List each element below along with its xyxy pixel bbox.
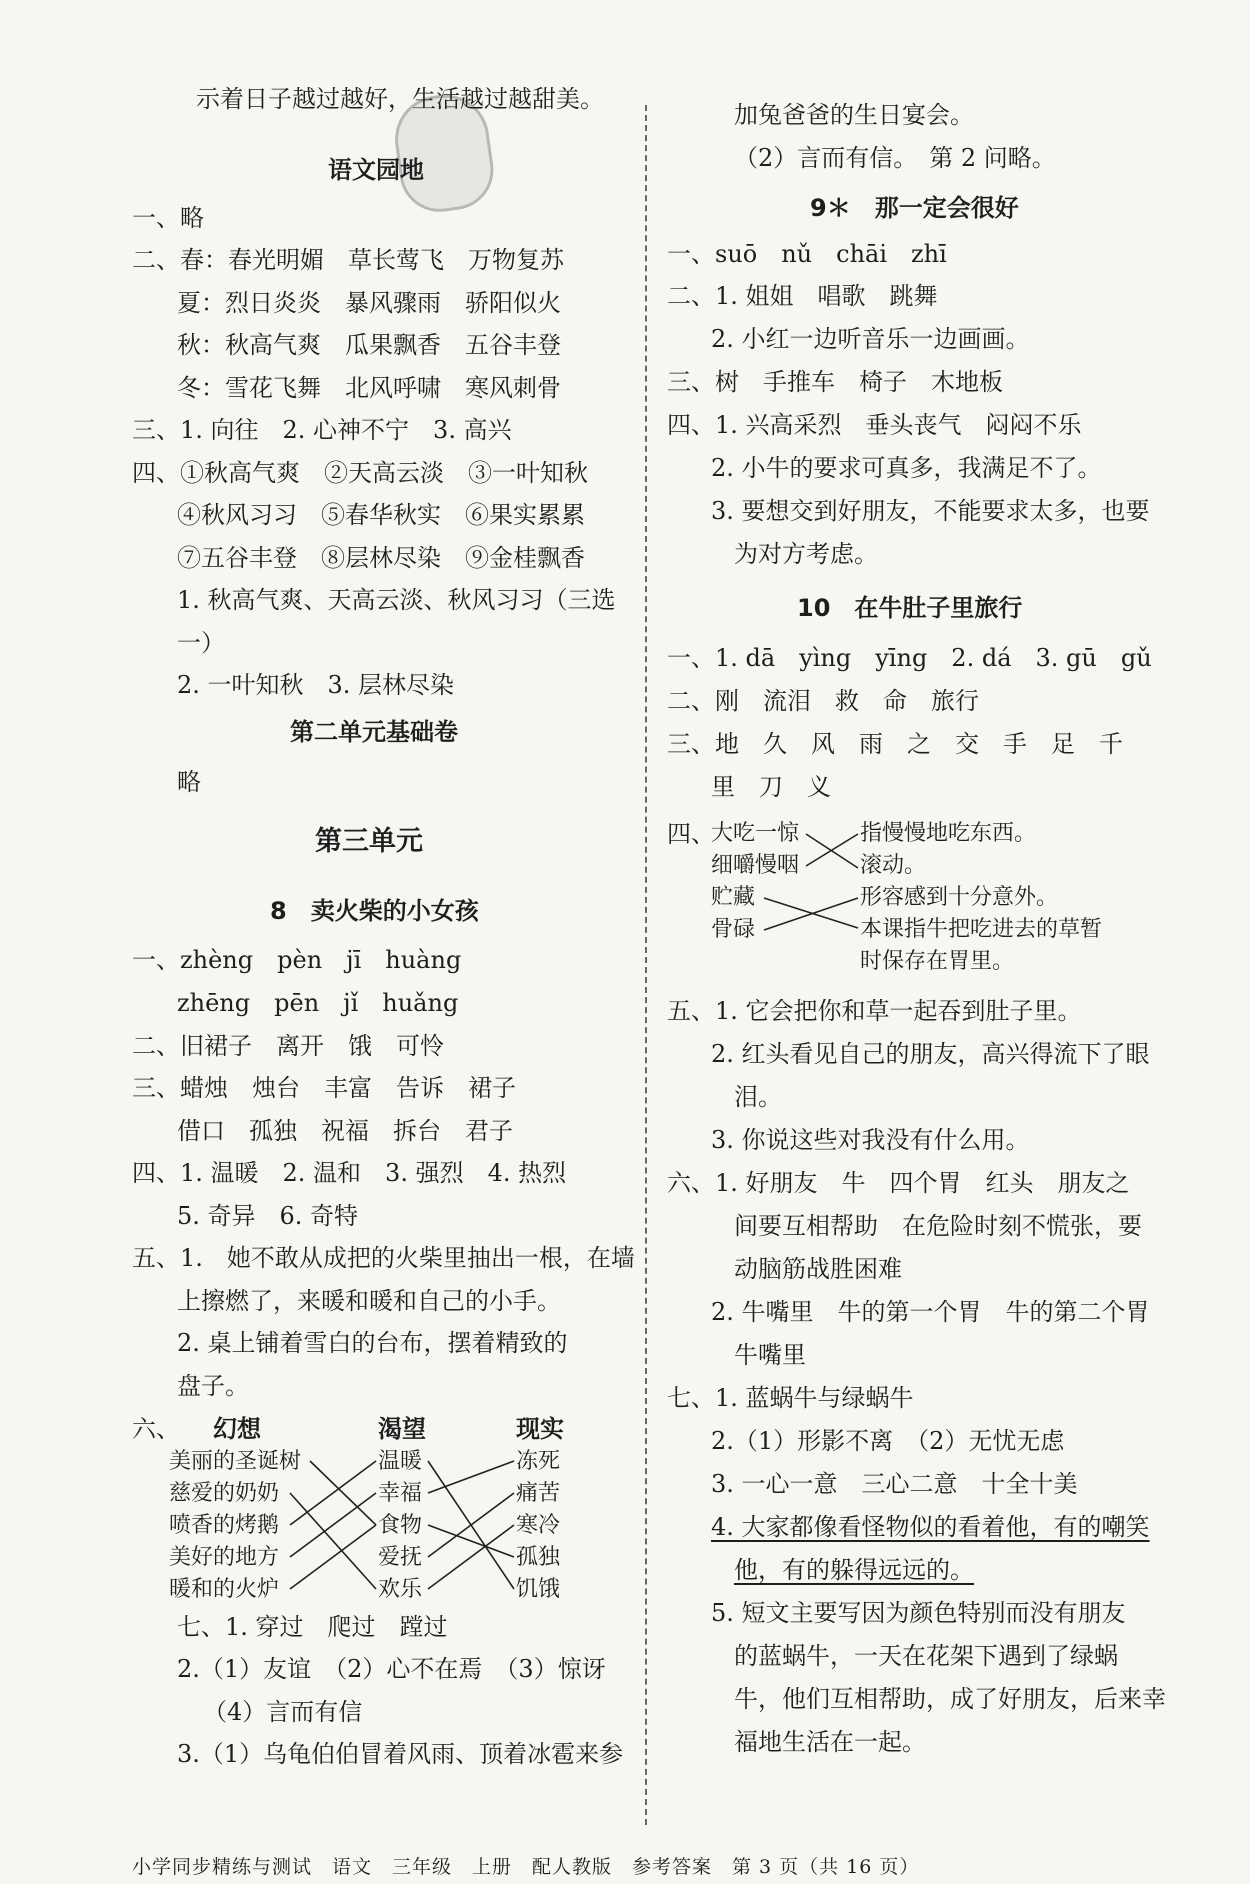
left-line: 三、1. 向往 2. 心神不宁 3. 高兴 <box>132 416 512 444</box>
reality-item: 孤独 <box>516 1545 561 1570</box>
right-line: 牛，他们互相帮助，成了好朋友，后来幸 <box>734 1685 1166 1713</box>
match-line <box>290 1461 376 1525</box>
section-title-yuwen-yuandi: 语文园地 <box>328 156 424 184</box>
left-line: 一、略 <box>132 204 204 232</box>
right-line: 牛嘴里 <box>734 1341 806 1369</box>
left-line: 三、蜡烛 烛台 丰富 告诉 裙子 <box>132 1074 516 1102</box>
left-line: ⑦五谷丰登 ⑧层林尽染 ⑨金桂飘香 <box>177 544 585 572</box>
right-line: 里 刀 义 <box>711 773 831 801</box>
left-line: 盘子。 <box>177 1372 249 1400</box>
right-line: （2）言而有信。 第 2 问略。 <box>734 144 1056 172</box>
match-line <box>428 1493 514 1557</box>
col-head-desire: 渴望 <box>378 1415 426 1443</box>
right-line: 3. 要想交到好朋友，不能要求太多，也要 <box>711 497 1150 525</box>
lesson8-title: 8 卖火柴的小女孩 <box>270 897 479 925</box>
fantasy-item: 慈爱的奶奶 <box>169 1481 280 1506</box>
unit3-heading: 第三单元 <box>315 826 423 857</box>
reality-item: 寒冷 <box>516 1513 561 1538</box>
right-line: 2. 牛嘴里 牛的第一个胃 牛的第二个胃 <box>711 1298 1150 1326</box>
reality-item: 饥饿 <box>516 1577 561 1602</box>
match-line <box>428 1525 514 1557</box>
left-line: zhēng pēn jǐ huǎng <box>177 989 459 1017</box>
left-line: 3.（1）乌龟伯伯冒着风雨、顶着冰雹来参 <box>177 1740 624 1768</box>
right-line: 3. 一心一意 三心二意 十全十美 <box>711 1470 1078 1498</box>
right-line: 5. 短文主要写因为颜色特别而没有朋友 <box>711 1599 1126 1627</box>
lesson9-title: 9＊ 那一定会很好 <box>810 194 1019 222</box>
desire-item: 爱抚 <box>378 1545 423 1570</box>
right-line: 五、1. 它会把你和草一起吞到肚子里。 <box>667 997 1082 1025</box>
left-line: 一、zhèng pèn jī huàng <box>132 946 462 974</box>
left-line: 借口 孤独 祝福 拆台 君子 <box>177 1117 513 1145</box>
match-line <box>290 1525 376 1589</box>
right-line: 泪。 <box>734 1083 782 1111</box>
match-left-item: 大吃一惊 <box>711 821 800 846</box>
lesson10-title: 10 在牛肚子里旅行 <box>797 594 1023 622</box>
right-line: 七、1. 蓝蜗牛与绿蜗牛 <box>667 1384 914 1412</box>
section-title-unit2: 第二单元基础卷 <box>290 718 458 746</box>
right-line: 二、刚 流泪 救 命 旅行 <box>667 687 979 715</box>
left-line: 1. 秋高气爽、天高云淡、秋风习习（三选 <box>177 586 616 614</box>
left-line: 5. 奇异 6. 奇特 <box>177 1202 359 1230</box>
match-line <box>428 1461 514 1493</box>
page-footer: 小学同步精练与测试 语文 三年级 上册 配人教版 参考答案 第 3 页（共 16 页） <box>132 1856 920 1878</box>
right-line-underlined: 他，有的躲得远远的。 <box>734 1556 974 1584</box>
right-line: 一、suō nǔ chāi zhī <box>667 240 947 268</box>
col-head-fantasy: 幻想 <box>213 1415 261 1443</box>
right-line-underlined: 4. 大家都像看怪物似的看着他，有的嘲笑 <box>711 1513 1150 1541</box>
match-right-item: 滚动。 <box>860 853 927 878</box>
right-line: 间要互相帮助 在危险时刻不慌张，要 <box>734 1212 1142 1240</box>
desire-item: 温暖 <box>378 1449 423 1474</box>
left-line: 冬：雪花飞舞 北风呼啸 寒风刺骨 <box>177 374 561 402</box>
right-line: 动脑筋战胜困难 <box>734 1255 902 1283</box>
right-line: 一、1. dā yìng yīng 2. dá 3. gū gǔ <box>667 644 1152 672</box>
q4-label: 四、 <box>667 820 715 848</box>
match-line <box>428 1525 514 1589</box>
left-line: 七、1. 穿过 爬过 蹚过 <box>177 1613 448 1641</box>
left-line: 二、旧裙子 离开 饿 可怜 <box>132 1032 444 1060</box>
left-line: （4）言而有信 <box>203 1698 363 1726</box>
desire-item: 幸福 <box>378 1481 423 1506</box>
match-line <box>310 1461 376 1525</box>
match-right-item: 本课指牛把吃进去的草暂 <box>860 917 1103 942</box>
right-line: 四、1. 兴高采烈 垂头丧气 闷闷不乐 <box>667 411 1082 439</box>
match-left-item: 细嚼慢咽 <box>711 853 800 878</box>
q6-label: 六、 <box>132 1415 180 1443</box>
left-line: 上擦燃了，来暖和暖和自己的小手。 <box>177 1287 561 1315</box>
desire-item: 食物 <box>378 1513 423 1538</box>
left-line: 一） <box>177 629 225 657</box>
left-line: 四、1. 温暖 2. 温和 3. 强烈 4. 热烈 <box>132 1159 567 1187</box>
match-line <box>290 1493 376 1557</box>
match-left-item: 贮藏 <box>711 885 756 910</box>
match-right-item: 时保存在胃里。 <box>860 949 1015 974</box>
reality-item: 冻死 <box>516 1449 561 1474</box>
right-line: 为对方考虑。 <box>734 540 878 568</box>
right-line: 3. 你说这些对我没有什么用。 <box>711 1126 1030 1154</box>
left-line: 五、1. 她不敢从成把的火柴里抽出一根，在墙 <box>132 1244 635 1272</box>
left-line: 秋：秋高气爽 瓜果飘香 五谷丰登 <box>177 331 561 359</box>
right-line: 六、1. 好朋友 牛 四个胃 红头 朋友之 <box>667 1169 1130 1197</box>
left-line: 2.（1）友谊 （2）心不在焉 （3）惊讶 <box>177 1655 606 1683</box>
fantasy-item: 美丽的圣诞树 <box>169 1449 302 1474</box>
fantasy-item: 喷香的烤鹅 <box>169 1513 280 1538</box>
right-line: 2. 小红一边听音乐一边画画。 <box>711 325 1030 353</box>
right-line: 三、地 久 风 雨 之 交 手 足 千 <box>667 730 1123 758</box>
col-head-reality: 现实 <box>516 1415 564 1443</box>
right-line: 福地生活在一起。 <box>734 1728 926 1756</box>
left-line: ④秋风习习 ⑤春华秋实 ⑥果实累累 <box>177 501 585 529</box>
left-line: 示着日子越过越好，生活越过越甜美。 <box>196 85 604 113</box>
match-right-item: 形容感到十分意外。 <box>860 885 1059 910</box>
desire-item: 欢乐 <box>378 1577 423 1602</box>
right-line: 加兔爸爸的生日宴会。 <box>734 101 974 129</box>
left-line: 夏：烈日炎炎 暴风骤雨 骄阳似火 <box>177 289 561 317</box>
fantasy-item: 美好的地方 <box>169 1545 280 1570</box>
left-line: 2. 一叶知秋 3. 层林尽染 <box>177 671 455 699</box>
left-line: 四、①秋高气爽 ②天高云淡 ③一叶知秋 <box>132 459 588 487</box>
match-right-item: 指慢慢地吃东西。 <box>860 821 1037 846</box>
right-line: 2. 小牛的要求可真多，我满足不了。 <box>711 454 1102 482</box>
left-line: 2. 桌上铺着雪白的台布，摆着精致的 <box>177 1329 568 1357</box>
right-line: 三、树 手推车 椅子 木地板 <box>667 368 1003 396</box>
match-left-item: 骨碌 <box>711 917 756 942</box>
right-line: 的蓝蜗牛，一天在花架下遇到了绿蜗 <box>734 1642 1118 1670</box>
right-line: 2.（1）形影不离 （2）无忧无虑 <box>711 1427 1065 1455</box>
right-line: 二、1. 姐姐 唱歌 跳舞 <box>667 282 938 310</box>
right-line: 2. 红头看见自己的朋友，高兴得流下了眼 <box>711 1040 1150 1068</box>
match-line <box>290 1493 376 1589</box>
reality-item: 痛苦 <box>516 1481 561 1506</box>
left-line: 略 <box>177 768 201 796</box>
fantasy-item: 暖和的火炉 <box>169 1577 280 1602</box>
left-line: 二、春：春光明媚 草长莺飞 万物复苏 <box>132 246 564 274</box>
